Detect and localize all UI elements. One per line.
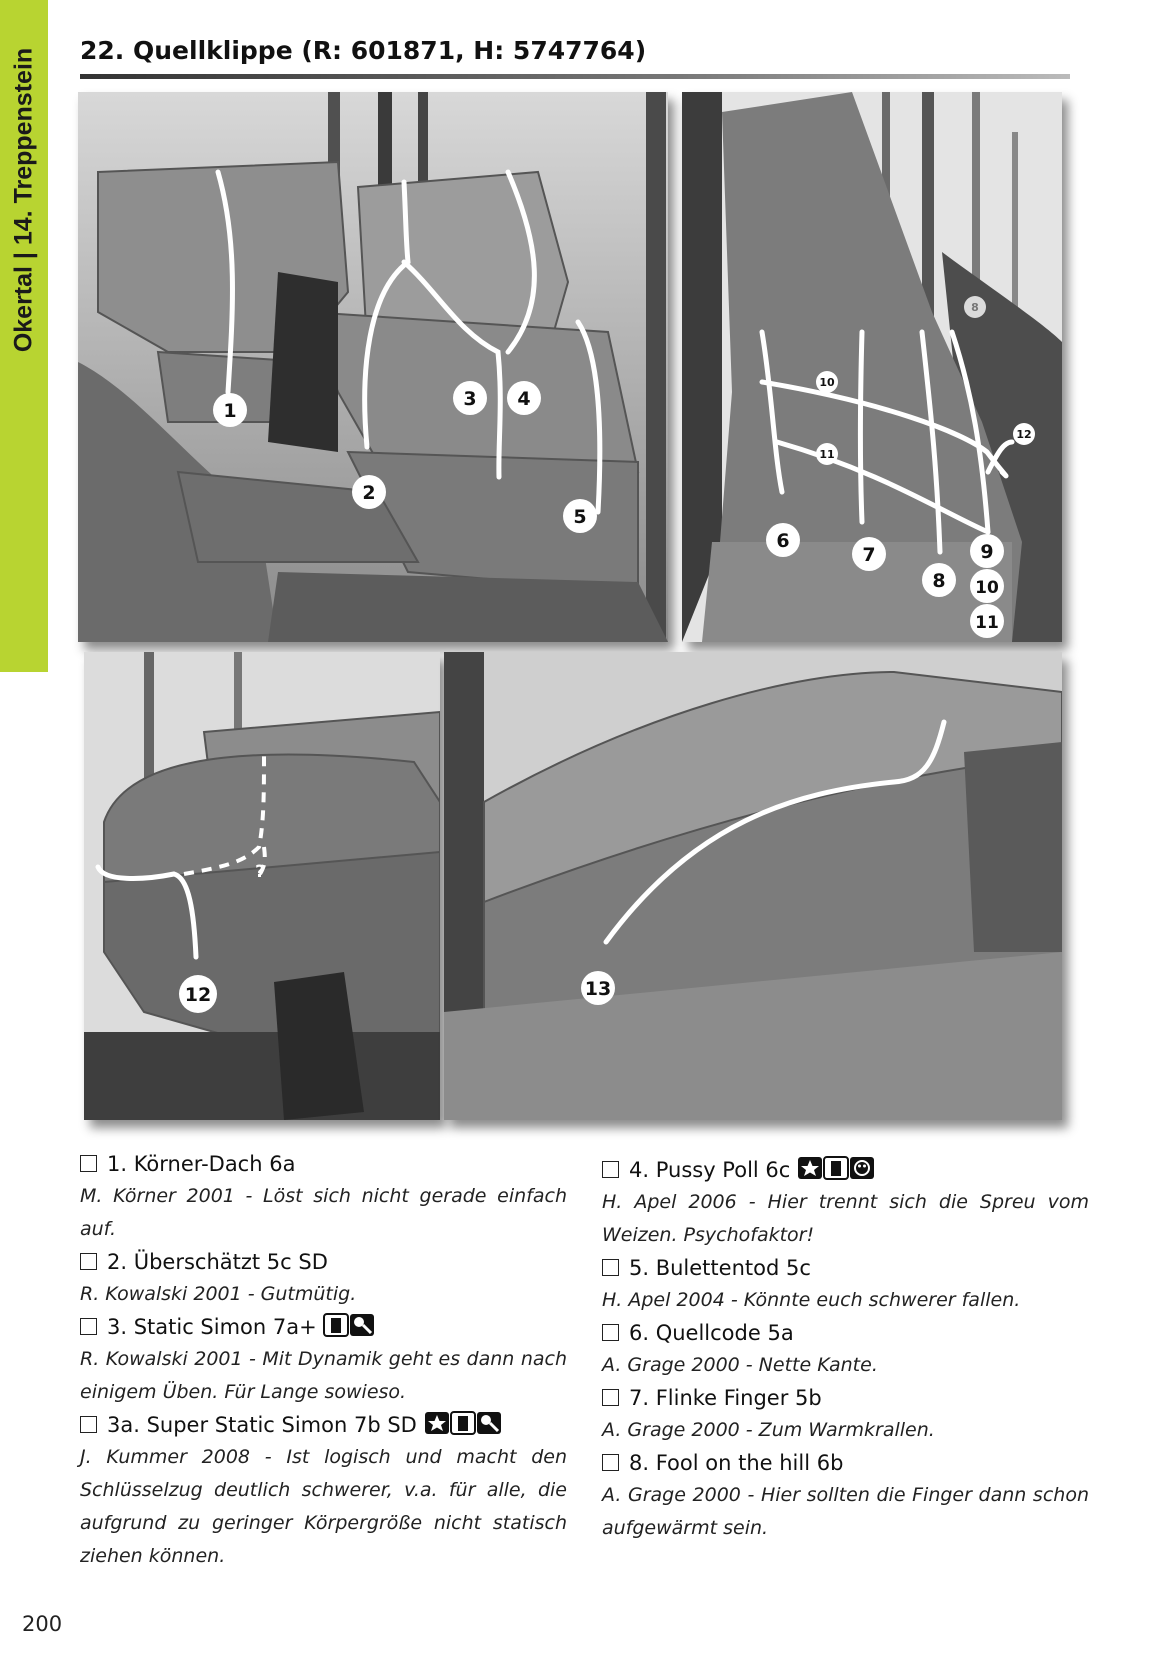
routes-right-column [602, 1154, 1089, 1545]
marker-7: 7 [862, 544, 876, 566]
route-description: A. Grage 2000 - Nette Kante. [602, 1354, 878, 1376]
route-name: 7. Flinke Finger 5b [629, 1386, 822, 1410]
reach-icon [349, 1313, 375, 1337]
page-number: 200 [22, 1612, 63, 1636]
marker-13: 13 [584, 978, 612, 1000]
route-name: 2. Überschätzt 5c SD [107, 1250, 328, 1274]
route-entry-7 [602, 1382, 1089, 1447]
photo-boulder-right [682, 92, 1062, 642]
route-description: M. Körner 2001 - Löst sich nicht gerade einfach auf. [80, 1185, 567, 1240]
marker-10: 10 [975, 578, 999, 598]
route-name: 4. Pussy Poll 6c [629, 1158, 791, 1182]
tick-checkbox[interactable] [602, 1454, 619, 1471]
route-title [80, 1311, 567, 1343]
chapter-side-tab [0, 0, 48, 672]
reach-icon [476, 1411, 502, 1435]
route-name: 8. Fool on the hill 6b [629, 1451, 844, 1475]
route-entry-3 [80, 1311, 567, 1409]
tick-checkbox[interactable] [80, 1155, 97, 1172]
route-entry-4 [602, 1154, 1089, 1252]
marker-question: ? [255, 862, 265, 882]
marker-10-small: 10 [819, 376, 835, 389]
page-title: 22. Quellklippe (R: 601871, H: 5747764) [80, 36, 647, 65]
route-name: 3a. Super Static Simon 7b SD [107, 1413, 417, 1437]
crimp-icon [823, 1156, 849, 1180]
route-title [602, 1154, 1089, 1186]
tick-checkbox[interactable] [80, 1253, 97, 1270]
chapter-tab-label: Okertal | 14. Treppenstein [9, 47, 38, 353]
route-title [602, 1447, 1089, 1479]
route-markers-bottom-right [581, 971, 615, 1005]
title-rule [80, 74, 1070, 79]
marker-6: 6 [776, 530, 790, 552]
crimp-icon [450, 1411, 476, 1435]
marker-4: 4 [517, 388, 531, 410]
route-description: H. Apel 2006 - Hier trennt sich die Spreu vom Weizen. Psychofaktor! [602, 1191, 1089, 1246]
crimp-icon [323, 1313, 349, 1337]
marker-3: 3 [463, 388, 477, 410]
route-description: J. Kummer 2008 - Ist logisch und macht den Schlüsselzug deutlich schwerer, v.a. für alle, die aufgrund zu geringer Körpergröße nicht statisch ziehen können. [80, 1446, 567, 1567]
tick-checkbox[interactable] [602, 1259, 619, 1276]
marker-5: 5 [573, 506, 587, 528]
tick-checkbox[interactable] [80, 1318, 97, 1335]
route-entry-6 [602, 1317, 1089, 1382]
psycho-icon [849, 1156, 875, 1180]
route-title [602, 1252, 1089, 1284]
route-name: 1. Körner-Dach 6a [107, 1152, 296, 1176]
marker-8: 8 [932, 570, 946, 592]
route-title [80, 1148, 567, 1180]
route-description: A. Grage 2000 - Zum Warmkrallen. [602, 1419, 935, 1441]
routes-left-column [80, 1148, 567, 1573]
route-description: R. Kowalski 2001 - Gutmütig. [80, 1283, 357, 1305]
route-entry-2 [80, 1246, 567, 1311]
marker-1: 1 [223, 400, 237, 422]
route-description: A. Grage 2000 - Hier sollten die Finger dann schon aufgewärmt sein. [602, 1484, 1089, 1539]
route-entry-5 [602, 1252, 1089, 1317]
route-title [80, 1409, 567, 1441]
star-icon [424, 1411, 450, 1435]
route-description: R. Kowalski 2001 - Mit Dynamik geht es dann nach einigem Üben. Für Lange sowieso. [80, 1348, 567, 1403]
photo-boulder-bottom-left [84, 652, 440, 1120]
marker-11: 11 [975, 613, 999, 633]
route-title [80, 1246, 567, 1278]
route-entry-3a [80, 1409, 567, 1573]
route-entry-1 [80, 1148, 567, 1246]
marker-12: 12 [184, 984, 212, 1006]
route-entry-8 [602, 1447, 1089, 1545]
route-name: 3. Static Simon 7a+ [107, 1315, 317, 1339]
marker-12-small: 12 [1016, 428, 1032, 441]
route-title [602, 1382, 1089, 1414]
route-name: 5. Bulettentod 5c [629, 1256, 811, 1280]
marker-2: 2 [362, 482, 376, 504]
tick-checkbox[interactable] [80, 1416, 97, 1433]
marker-11-small: 11 [819, 448, 835, 461]
tick-checkbox[interactable] [602, 1161, 619, 1178]
marker-9: 9 [980, 541, 994, 563]
tick-checkbox[interactable] [602, 1324, 619, 1341]
photo-boulder-left [78, 92, 668, 642]
route-name: 6. Quellcode 5a [629, 1321, 794, 1345]
tick-checkbox[interactable] [602, 1389, 619, 1406]
route-title [602, 1317, 1089, 1349]
marker-8-small: 8 [971, 301, 979, 314]
star-icon [797, 1156, 823, 1180]
route-description: H. Apel 2004 - Könnte euch schwerer fallen. [602, 1289, 1021, 1311]
photo-boulder-bottom-right [444, 652, 1062, 1120]
